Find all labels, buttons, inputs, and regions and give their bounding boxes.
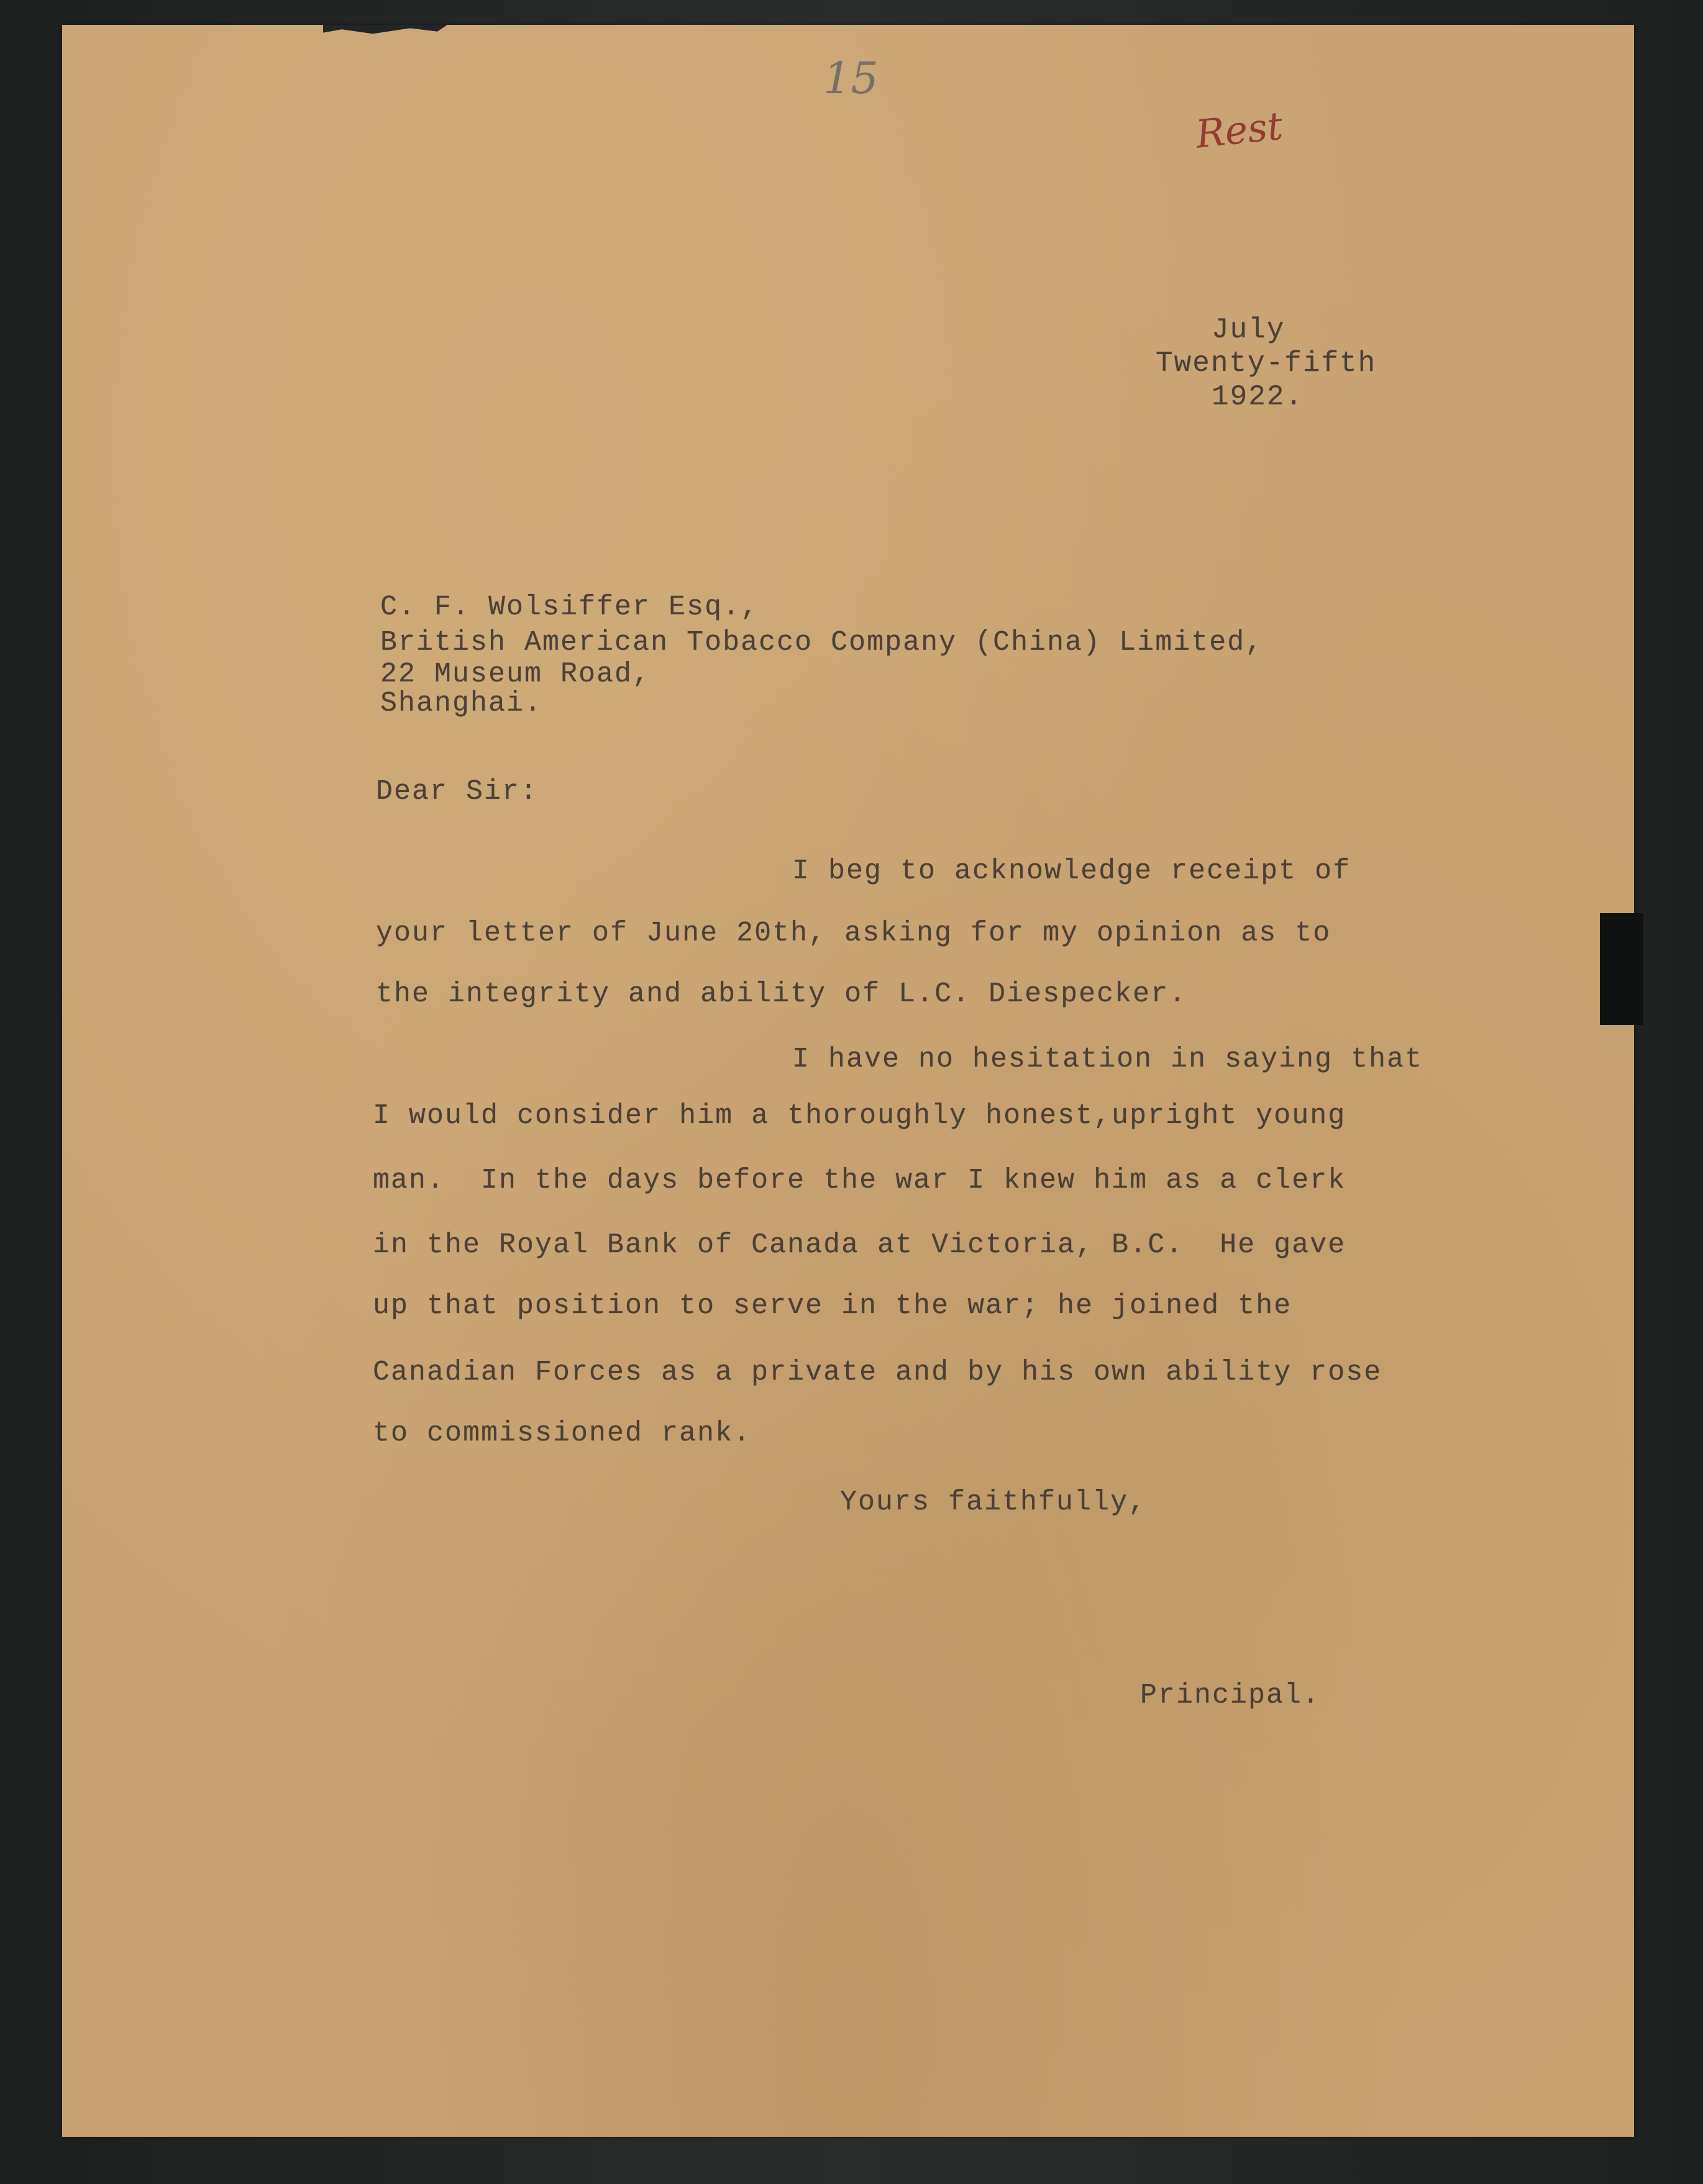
torn-edge	[323, 25, 447, 36]
closing: Yours faithfully,	[840, 1486, 1147, 1518]
recipient-city: Shanghai.	[380, 688, 543, 719]
letter-sheet	[62, 25, 1634, 2137]
recipient-company: British American Tobacco Company (China) Limited,	[380, 627, 1264, 658]
pencil-annotation: 15	[823, 53, 879, 104]
paragraph-2-line-2: I would consider him a thoroughly honest,upright young	[373, 1100, 1346, 1132]
recipient-street: 22 Museum Road,	[380, 658, 651, 690]
paragraph-2-line-7: to commissioned rank.	[373, 1417, 752, 1449]
paragraph-1-line-2: your letter of June 20th, asking for my opinion as to	[376, 917, 1331, 949]
paragraph-2-line-3: man. In the days before the war I knew him as a clerk	[373, 1165, 1346, 1196]
date-month: July	[1212, 314, 1285, 346]
recipient-name: C. F. Wolsiffer Esq.,	[380, 591, 759, 623]
signature-title: Principal.	[1140, 1680, 1321, 1711]
paragraph-2-line-1: I have no hesitation in saying that	[792, 1044, 1423, 1075]
salutation: Dear Sir:	[376, 776, 539, 808]
date-year: 1922.	[1212, 381, 1304, 413]
date-day: Twenty-fifth	[1156, 347, 1377, 380]
paragraph-2-line-6: Canadian Forces as a private and by his own ability rose	[373, 1357, 1382, 1388]
binder-clip-shadow	[1600, 913, 1643, 1025]
paragraph-1-line-1: I beg to acknowledge receipt of	[792, 855, 1351, 887]
paragraph-2-line-5: up that position to serve in the war; he joined the	[373, 1290, 1292, 1322]
paragraph-1-line-3: the integrity and ability of L.C. Diespecker.	[376, 978, 1187, 1010]
paragraph-2-line-4: in the Royal Bank of Canada at Victoria, B.C. He gave	[373, 1229, 1346, 1261]
ink-annotation: Rest	[1194, 102, 1285, 157]
